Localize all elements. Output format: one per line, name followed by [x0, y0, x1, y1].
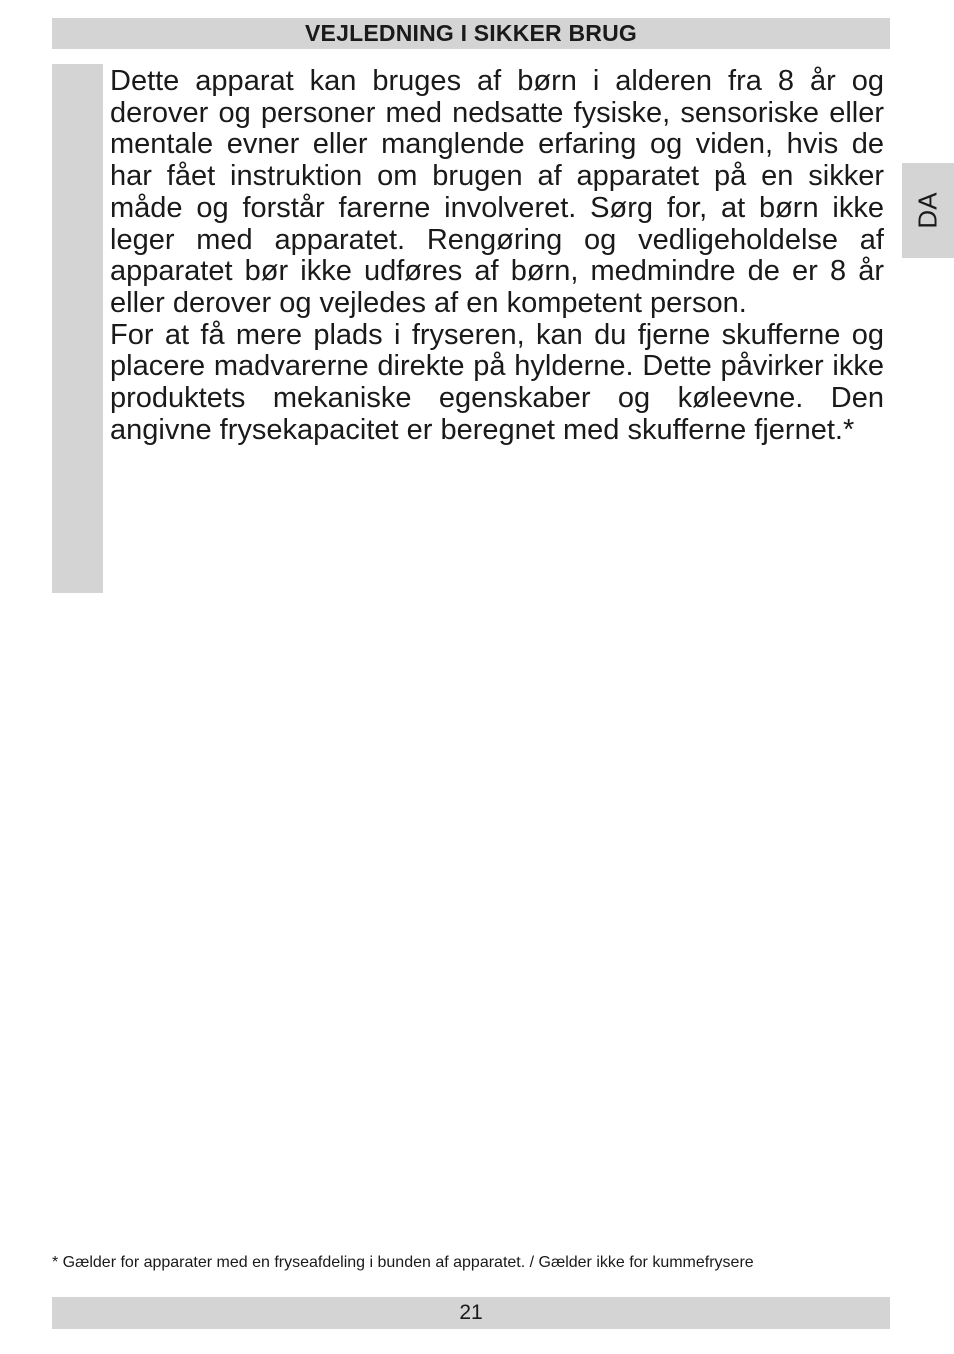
side-accent-strip — [52, 64, 103, 593]
footnote: * Gælder for apparater med en fryseafdeling i bunden af apparatet. / Gælder ikke for kummefrysere — [52, 1254, 754, 1271]
language-label: DA — [912, 192, 943, 229]
language-tab — [902, 163, 954, 258]
safety-paragraph-children: Dette apparat kan bruges af børn i alderen fra 8 år og derover og personer med nedsatte fysiske, sensoriske eller mentale evner eller manglende erfaring og viden, hvis de har fået instruktion om brugen af apparatet på en sikker måde og forstår farerne involveret. Sørg for, at børn ikke leger med apparatet. Rengøring og vedligeholdelse af apparatet bør ikke udføres af børn, medmindre de er 8 år eller derover og vejledes af en kompetent person. — [110, 65, 884, 319]
safety-text-block — [110, 66, 884, 446]
section-title: VEJLEDNING I SIKKER BRUG — [305, 20, 637, 46]
page-number: 21 — [459, 1301, 483, 1324]
page-footer-bar — [52, 1297, 890, 1329]
section-header-bar — [52, 18, 890, 49]
safety-paragraph-drawers: For at få mere plads i fryseren, kan du fjerne skufferne og placere madvarerne direkte på hylderne. Dette påvirker ikke produktets mekaniske egenskaber og køleevne. Den angivne frysekapacitet er beregnet med skufferne fjernet.* — [110, 318, 884, 446]
